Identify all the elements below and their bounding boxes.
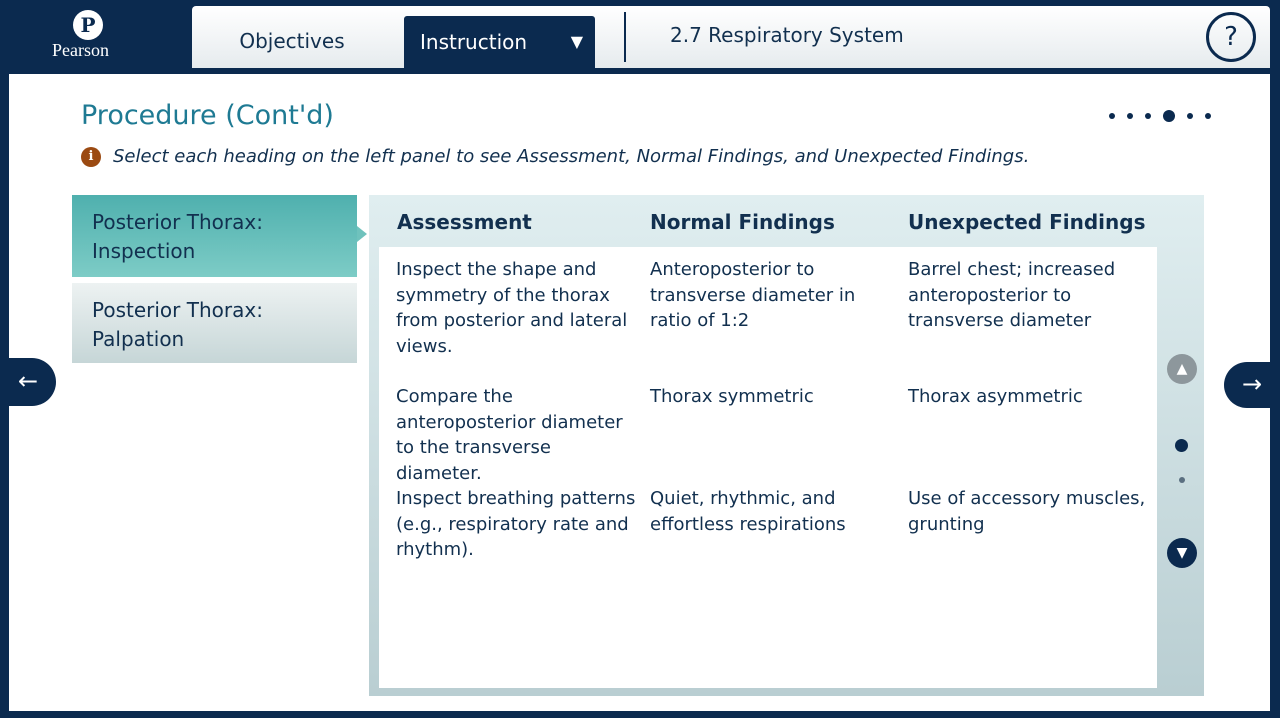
cell-assessment: Inspect breathing patterns (e.g., respiratory rate and rhythm). bbox=[396, 488, 636, 560]
progress-dot bbox=[1187, 113, 1193, 119]
top-tab-bar bbox=[192, 6, 1270, 68]
instruction-row bbox=[81, 146, 1029, 167]
cell-assessment: Compare the anteroposterior diameter to the transverse diameter. bbox=[396, 386, 623, 484]
scroll-down-button[interactable] bbox=[1167, 538, 1197, 568]
arrow-right-icon: → bbox=[1241, 370, 1263, 398]
scroll-page-dot-current[interactable] bbox=[1175, 439, 1188, 452]
cell-unexpected: Barrel chest; increased anteroposterior to transverse diameter bbox=[908, 259, 1116, 331]
panel-item-palpation[interactable]: Posterior Thorax: Palpation bbox=[72, 283, 357, 363]
tab-instruction[interactable] bbox=[404, 16, 595, 68]
panel-item-inspection[interactable]: Posterior Thorax: Inspection bbox=[72, 195, 357, 277]
arrow-left-icon: ← bbox=[17, 367, 39, 395]
scroll-up-button[interactable] bbox=[1167, 354, 1197, 384]
pearson-wordmark: Pearson bbox=[52, 40, 109, 60]
header-normal-findings: Normal Findings bbox=[650, 210, 835, 234]
tab-divider bbox=[624, 12, 626, 62]
module-title: 2.7 Respiratory System bbox=[670, 23, 904, 47]
scroll-page-dot[interactable] bbox=[1179, 477, 1185, 483]
previous-page-button[interactable] bbox=[0, 358, 56, 406]
info-icon: i bbox=[81, 147, 101, 167]
pearson-logo-icon: P bbox=[73, 10, 103, 40]
next-page-button[interactable] bbox=[1224, 362, 1280, 408]
selected-pointer bbox=[357, 226, 367, 242]
pearson-logo bbox=[0, 0, 180, 74]
progress-dot-current bbox=[1163, 110, 1175, 122]
tab-instruction-label: Instruction bbox=[420, 30, 528, 54]
table-body bbox=[379, 247, 1157, 688]
help-icon: ? bbox=[1224, 22, 1238, 52]
cell-unexpected: Use of accessory muscles, grunting bbox=[908, 488, 1146, 535]
cell-assessment: Inspect the shape and symmetry of the thorax from posterior and lateral views. bbox=[396, 259, 628, 357]
help-button[interactable] bbox=[1206, 12, 1256, 62]
cell-normal: Quiet, rhythmic, and effortless respirations bbox=[650, 488, 846, 535]
page-progress-dots bbox=[1109, 110, 1211, 122]
main-content bbox=[9, 74, 1270, 711]
progress-dot bbox=[1205, 113, 1211, 119]
table-header bbox=[369, 195, 1159, 247]
page-title: Procedure (Cont'd) bbox=[81, 100, 334, 131]
cell-normal: Anteroposterior to transverse diameter in ratio of 1:2 bbox=[650, 259, 856, 331]
progress-dot bbox=[1145, 113, 1151, 119]
caret-up-icon: ▲ bbox=[1176, 361, 1188, 377]
progress-dot bbox=[1109, 113, 1115, 119]
cell-unexpected: Thorax asymmetric bbox=[908, 386, 1083, 407]
cell-normal: Thorax symmetric bbox=[650, 386, 814, 407]
instruction-text: Select each heading on the left panel to see Assessment, Normal Findings, and Unexpected Findings. bbox=[113, 146, 1030, 167]
header-assessment: Assessment bbox=[397, 210, 532, 234]
caret-down-icon[interactable]: ▼ bbox=[570, 32, 583, 51]
progress-dot bbox=[1127, 113, 1133, 119]
findings-panel bbox=[369, 195, 1204, 696]
header-unexpected-findings: Unexpected Findings bbox=[908, 210, 1146, 234]
tab-objectives[interactable]: Objectives bbox=[239, 29, 345, 53]
caret-down-icon: ▼ bbox=[1176, 545, 1188, 561]
